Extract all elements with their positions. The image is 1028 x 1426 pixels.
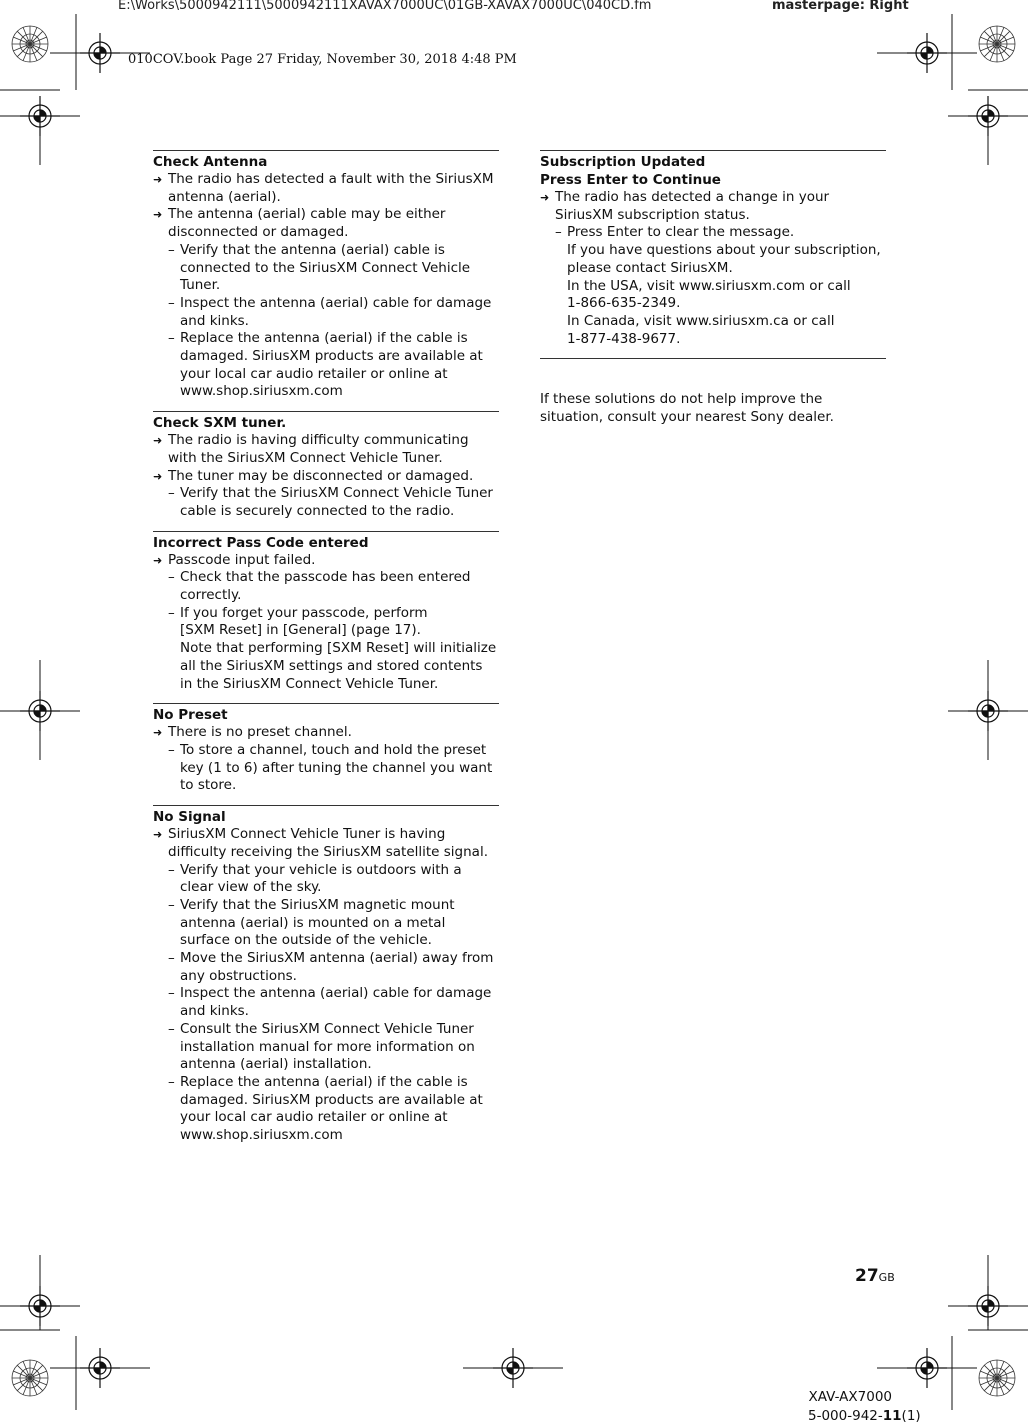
remedy-note-usa: In the USA, visit www.siriusxm.com or call 1-866-635-2349. [567,277,851,312]
remedy-item: – Verify that your vehicle is outdoors with a clear view of the sky. [168,861,462,896]
dash-bullet: – [168,241,175,258]
remedy-item: – Check that the passcode has been entered correctly. [168,569,471,604]
remedy-item: – Consult the SiriusXM Connect Vehicle Tuner installation manual for more information on antenna (aerial) installation. [168,1020,475,1073]
page-number: 27GB [855,1266,895,1286]
remedy-item: – Inspect the antenna (aerial) cable for damage and kinks. [168,294,492,329]
arrow-icon: ➜ [153,828,163,842]
dash-bullet: – [168,1020,175,1037]
cause-item: ➜ There is no preset channel. [153,724,352,741]
remedy-note-canada: In Canada, visit www.siriusxm.ca or call 1-877-438-9677. [567,312,835,347]
arrow-icon: ➜ [153,553,163,567]
cause-item: ➜ SiriusXM Connect Vehicle Tuner is having difficulty receiving the SiriusXM satellite signal. [153,826,488,860]
dash-bullet: – [168,485,175,502]
section-incorrect-pass-code [153,531,499,704]
remedy-item: – Verify that the SiriusXM magnetic mount antenna (aerial) is mounted on a metal surface on the outside of the vehicle. [168,896,455,949]
arrow-icon: ➜ [153,434,163,448]
arrow-icon: ➜ [153,469,163,483]
section-title: Check Antenna [153,154,268,170]
book-info-stamp: 010COV.book Page 27 Friday, November 30, 2018 4:48 PM [128,52,517,67]
cause-item: ➜ The radio is having difficulty communicating with the SiriusXM Connect Vehicle Tuner. [153,432,469,466]
dash-bullet: – [168,950,175,967]
left-column [153,150,499,1155]
dash-bullet: – [168,330,175,347]
cause-item: ➜ The tuner may be disconnected or damaged. [153,467,474,484]
remedy-note: If you have questions about your subscription, please contact SiriusXM. [567,242,881,276]
arrow-icon: ➜ [540,191,550,204]
cause-item: ➜ The radio has detected a fault with the SiriusXM antenna (aerial). [153,171,494,205]
dash-bullet: – [168,294,175,311]
cause-item: ➜ The antenna (aerial) cable may be either disconnected or damaged. [153,206,446,241]
remedy-item: – Inspect the antenna (aerial) cable for damage and kinks. [168,985,492,1020]
masterpage-label: masterpage: Right [772,0,909,13]
advice-text: If these solutions do not help improve the situation, consult your nearest Sony dealer. [540,391,834,426]
dash-bullet: – [168,896,175,913]
arrow-icon: ➜ [153,173,163,186]
dash-bullet: – [168,604,175,621]
dash-bullet: – [168,861,175,878]
remedy-item: – Verify that the antenna (aerial) cable is connected to the SiriusXM Connect Vehicle Tuner. [168,241,471,294]
section-title-line2: Press Enter to Continue [540,172,721,188]
remedy-item: – To store a channel, touch and hold the preset key (1 to 6) after tuning the channel you want to store. [168,741,493,794]
section-subscription-updated [540,150,886,358]
remedy-item: – Press Enter to clear the message. [555,224,795,241]
page-suffix: GB [878,1271,895,1284]
section-check-tuner [153,411,499,531]
section-title: No Preset [153,707,228,724]
dash-bullet: – [168,985,175,1002]
cause-item: ➜ Passcode input failed. [153,551,316,568]
remedy-item: – Replace the antenna (aerial) if the cable is damaged. SiriusXM products are available at your local car audio retailer or online at www.shop.siriusxm.com [168,1073,483,1144]
remedy-item: – Move the SiriusXM antenna (aerial) away from any obstructions. [168,950,494,984]
dash-bullet: – [168,1073,175,1090]
remedy-note: Note that performing [SXM Reset] will initialize all the SiriusXM settings and stored contents in the SiriusXM Connect Vehicle Tuner. [180,640,497,692]
cause-item: ➜ The radio has detected a change in your SiriusXM subscription status. [540,189,830,223]
arrow-icon: ➜ [153,208,163,222]
model-name: XAV-AX7000 [808,1389,892,1405]
section-no-signal [153,805,499,1155]
dash-bullet: – [168,569,175,586]
section-no-preset [153,703,499,805]
remedy-item: – If you forget your passcode, perform [SXM Reset] in [General] (page 17). [168,604,428,639]
section-divider [540,358,886,359]
section-title: Check SXM tuner. [153,415,287,432]
dash-bullet: – [555,224,562,241]
section-check-antenna [153,150,499,411]
remedy-item: – Replace the antenna (aerial) if the cable is damaged. SiriusXM products are available at your local car audio retailer or online at www.shop.siriusxm.com [168,330,483,400]
section-title: Incorrect Pass Code entered [153,534,369,551]
section-title: Subscription Updated [540,154,706,170]
dash-bullet: – [168,741,175,758]
file-path-header: E:\Works\5000942111\5000942111XAVAX7000UC\01GB-XAVAX7000UC\040CD.fm [118,0,652,13]
section-title: No Signal [153,809,226,826]
arrow-icon: ➜ [153,726,163,740]
model-info [808,1388,921,1426]
remedy-item: – Verify that the SiriusXM Connect Vehicle Tuner cable is securely connected to the radio. [168,485,493,519]
part-number: 5-000-942-11(1) [808,1408,921,1424]
right-column [540,150,886,427]
